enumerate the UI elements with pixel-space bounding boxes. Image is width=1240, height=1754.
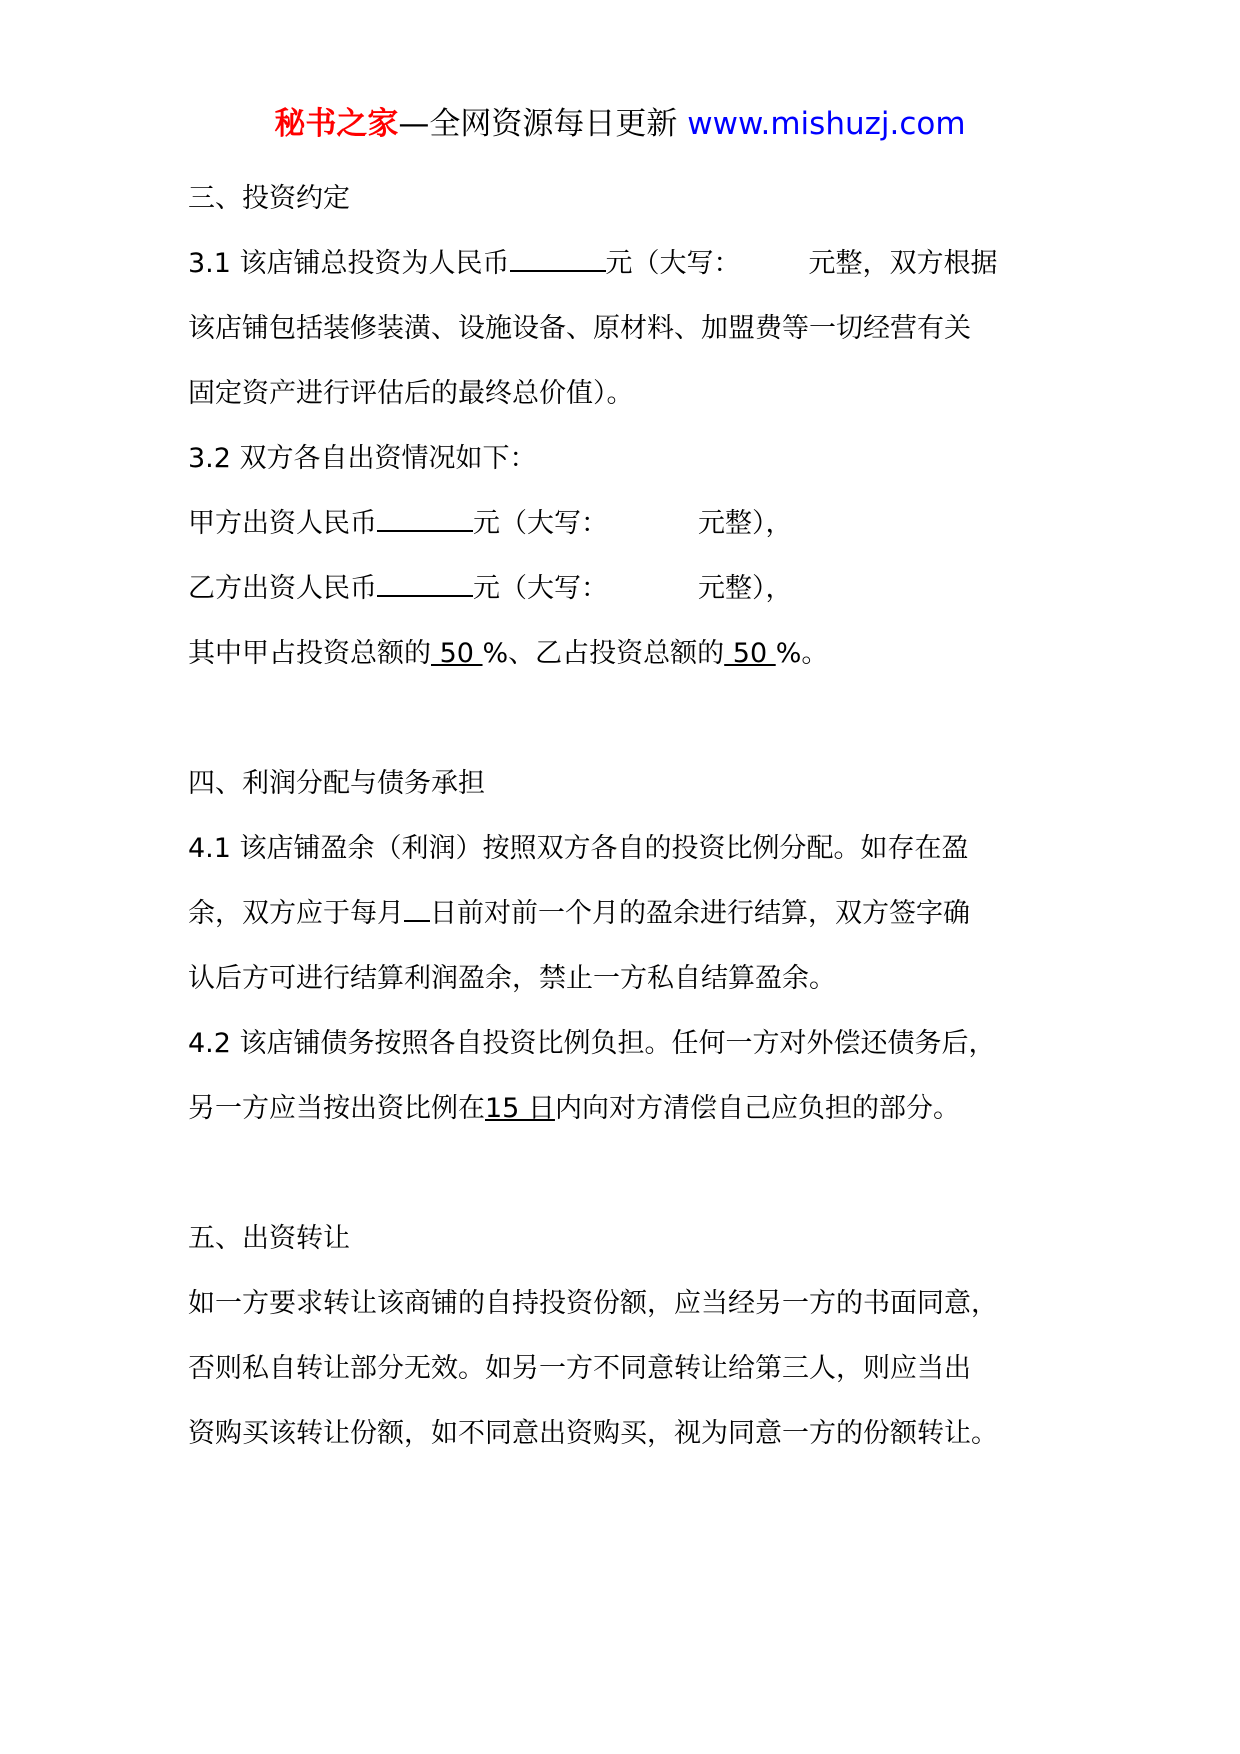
section-5-line-2: 否则私自转让部分无效。如另一方不同意转让给第三人，则应当出 <box>188 1353 971 1384</box>
party-b-contribution <box>188 556 1088 621</box>
section-5-title: 五、出资转让 <box>188 1223 350 1254</box>
clause-3-1-line-1 <box>188 231 1088 296</box>
repayment-days: 15 日 <box>485 1093 555 1124</box>
clause-4-1-line-2 <box>188 881 1088 946</box>
spacer <box>188 686 1088 751</box>
text-span: 乙方出资人民币 <box>188 573 377 604</box>
text-span: 元（大写： <box>473 573 608 604</box>
text-span: 元整）， <box>698 508 793 539</box>
amount-blank <box>377 571 473 597</box>
amount-blank <box>510 246 606 272</box>
clause-3-1-line-3: 固定资产进行评估后的最终总价值）。 <box>188 378 634 409</box>
section-5-line-1: 如一方要求转让该商铺的自持投资份额，应当经另一方的书面同意， <box>188 1288 998 1319</box>
text-span: %、乙占投资总额的 <box>482 638 725 669</box>
clause-4-2-line-1: 4.2 该店铺债务按照各自投资比例负担。任何一方对外偿还债务后， <box>188 1028 996 1059</box>
text-span: 日前对前一个月的盈余进行结算，双方签字确 <box>430 898 970 929</box>
text-span: 元（大写： <box>605 248 741 279</box>
party-b-ratio: 50 <box>724 638 776 669</box>
clause-4-2-line-2 <box>188 1076 1088 1141</box>
text-span: 3.1 该店铺总投资为人民币 <box>188 248 510 279</box>
brand-name: 秘书之家 <box>274 106 399 142</box>
clause-3-1-line-2: 该店铺包括装修装潢、设施设备、原材料、加盟费等一切经营有关 <box>188 313 971 344</box>
clause-4-1-line-1: 4.1 该店铺盈余（利润）按照双方各自的投资比例分配。如存在盈 <box>188 833 969 864</box>
document-body <box>188 166 1088 1466</box>
day-blank <box>404 896 430 922</box>
investment-ratio <box>188 621 1088 686</box>
section-3-title: 三、投资约定 <box>188 183 350 214</box>
text-span: 元整）， <box>698 573 793 604</box>
text-span: 另一方应当按出资比例在 <box>188 1093 485 1124</box>
clause-4-1-line-3: 认后方可进行结算利润盈余，禁止一方私自结算盈余。 <box>188 963 836 994</box>
text-span: 余，双方应于每月 <box>188 898 404 929</box>
text-span: 其中甲占投资总额的 <box>188 638 431 669</box>
text-span: 甲方出资人民币 <box>188 508 377 539</box>
page-header <box>0 100 1240 148</box>
text-span: 内向对方清偿自己应负担的部分。 <box>554 1093 960 1124</box>
party-a-ratio: 50 <box>431 638 483 669</box>
header-tagline: —全网资源每日更新 <box>398 106 688 142</box>
party-a-contribution <box>188 491 1088 556</box>
text-span: 元整，双方根据 <box>808 248 998 279</box>
clause-3-2: 3.2 双方各自出资情况如下： <box>188 443 537 474</box>
section-5-line-3: 资购买该转让份额，如不同意出资购买，视为同意一方的份额转让。 <box>188 1418 998 1449</box>
text-span: 元（大写： <box>473 508 608 539</box>
amount-blank <box>377 506 473 532</box>
spacer <box>188 1141 1088 1206</box>
section-4-title: 四、利润分配与债务承担 <box>188 768 485 799</box>
text-span: %。 <box>775 638 829 669</box>
header-url[interactable]: www.mishuzj.com <box>687 106 966 142</box>
